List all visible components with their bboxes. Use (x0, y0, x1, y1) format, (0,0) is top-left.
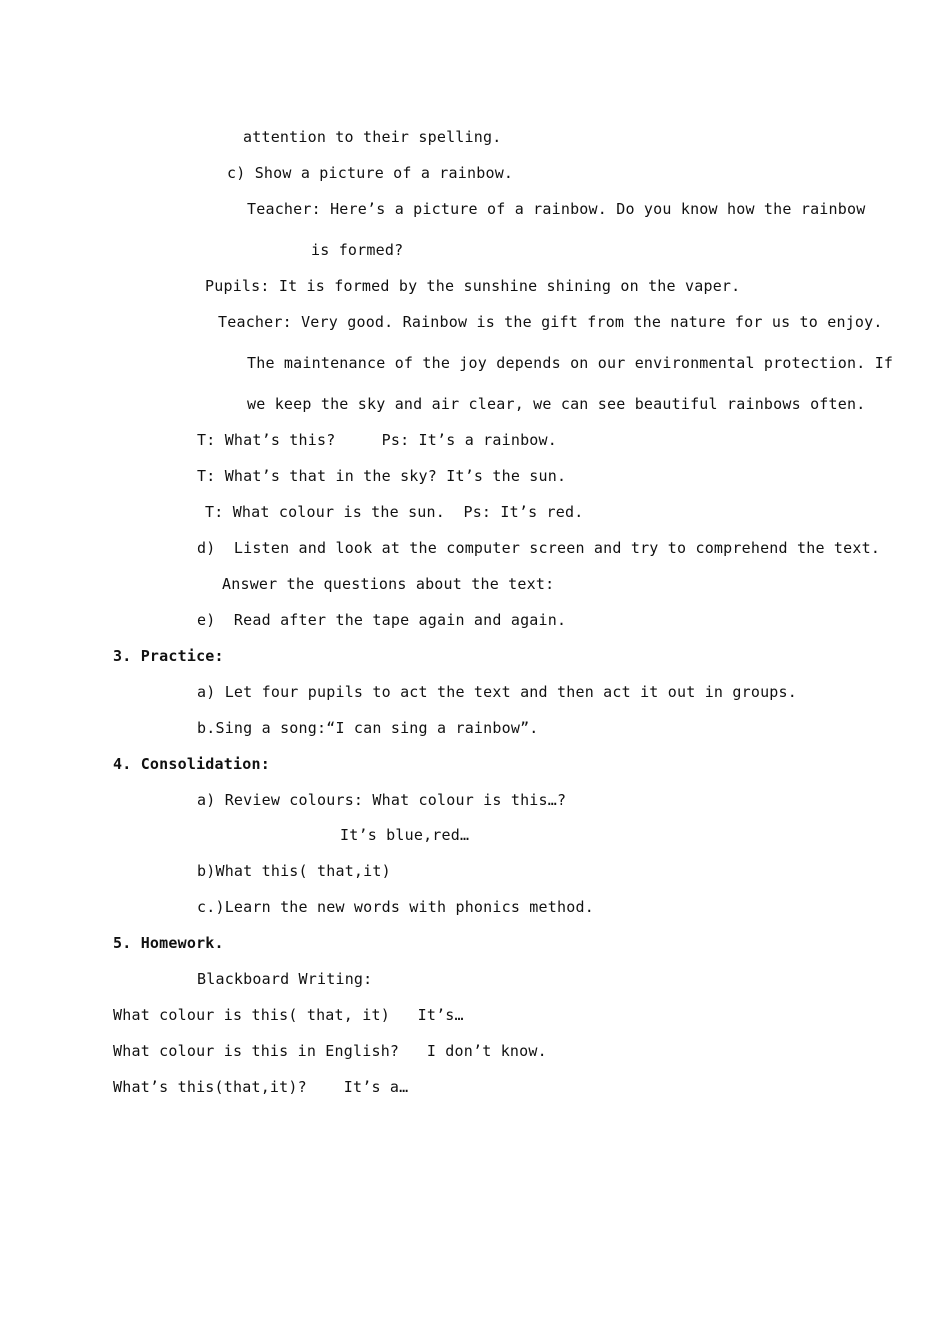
text-line: b)What this( that,it) (197, 862, 391, 880)
text-line: a) Review colours: What colour is this…? (197, 791, 567, 809)
text-line: attention to their spelling. (243, 128, 502, 146)
text-line: Pupils: It is formed by the sunshine shining on the vaper. (205, 277, 741, 295)
text-line: Teacher: Very good. Rainbow is the gift from the nature for us to enjoy. (218, 313, 883, 331)
section-heading: 3. Practice: (113, 647, 224, 665)
text-line: a) Let four pupils to act the text and then act it out in groups. (197, 683, 797, 701)
text-line: we keep the sky and air clear, we can see beautiful rainbows often. (247, 395, 866, 413)
text-line: What colour is this in English? I don’t know. (113, 1042, 547, 1060)
text-line: The maintenance of the joy depends on our environmental protection. If (247, 354, 894, 372)
text-line: Teacher: Here’s a picture of a rainbow. Do you know how the rainbow (247, 200, 866, 218)
text-line: T: What colour is the sun. Ps: It’s red. (205, 503, 584, 521)
text-line: It’s blue,red… (340, 826, 470, 844)
text-line: T: What’s that in the sky? It’s the sun. (197, 467, 567, 485)
text-line: What’s this(that,it)? It’s a… (113, 1078, 409, 1096)
text-line: is formed? (311, 241, 404, 259)
text-line: d) Listen and look at the computer screen and try to comprehend the text. (197, 539, 881, 557)
text-line: T: What’s this? Ps: It’s a rainbow. (197, 431, 557, 449)
text-line: b.Sing a song:“I can sing a rainbow”. (197, 719, 539, 737)
section-heading: 5. Homework. (113, 934, 224, 952)
text-line: Blackboard Writing: (197, 970, 373, 988)
text-line: c) Show a picture of a rainbow. (227, 164, 514, 182)
text-line: Answer the questions about the text: (222, 575, 555, 593)
text-line: e) Read after the tape again and again. (197, 611, 567, 629)
section-heading: 4. Consolidation: (113, 755, 270, 773)
text-line: What colour is this( that, it) It’s… (113, 1006, 464, 1024)
text-line: c.)Learn the new words with phonics method. (197, 898, 594, 916)
